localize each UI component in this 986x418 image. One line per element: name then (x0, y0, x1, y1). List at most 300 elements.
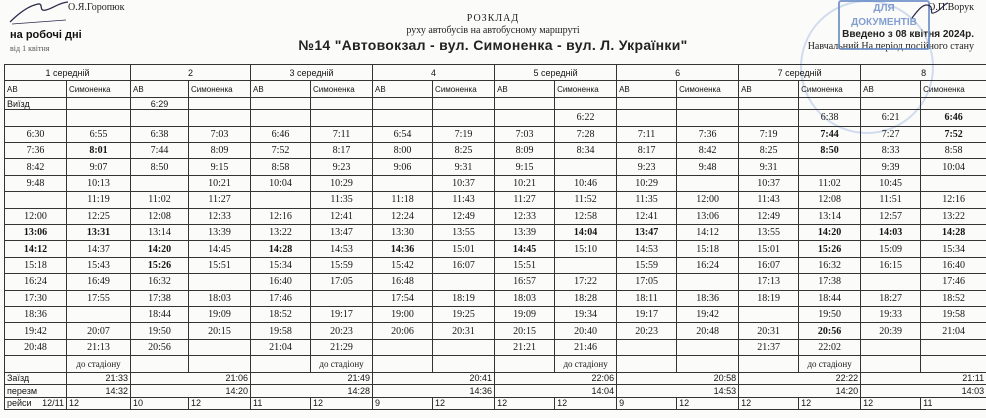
table-cell: 13:06 (677, 208, 739, 224)
table-row (5, 225, 986, 241)
table-cell: 7:27 (861, 126, 921, 142)
table-cell: 16:07 (433, 257, 495, 273)
table-cell: 12:57 (861, 208, 921, 224)
table-cell (921, 175, 986, 191)
table-cell: 14:20 (131, 241, 189, 257)
table-cell: 16:32 (799, 257, 861, 273)
table-cell: 6:30 (5, 126, 67, 142)
table-cell: 8:58 (251, 159, 311, 175)
table-cell: 21:13 (67, 339, 131, 355)
table-cell: 9:06 (373, 159, 433, 175)
table-cell: 14:04 (555, 225, 617, 241)
table-cell: 11:18 (373, 192, 433, 208)
column-header: АВ (739, 81, 799, 97)
table-cell (739, 306, 799, 322)
table-cell: 6:21 (861, 110, 921, 126)
table-cell: 20:15 (495, 323, 555, 339)
table-cell: 10:13 (67, 175, 131, 191)
table-cell: 18:28 (555, 290, 617, 306)
table-cell: 14:45 (495, 241, 555, 257)
table-cell: 15:51 (189, 257, 251, 273)
table-cell: 8:09 (495, 143, 555, 159)
table-cell: до стадіону (555, 356, 617, 372)
table-cell (495, 356, 555, 372)
table-cell: 10:45 (861, 175, 921, 191)
table-cell: 6:38 (131, 126, 189, 142)
table-cell: 14:03 (861, 225, 921, 241)
table-cell (311, 110, 373, 126)
table-cell (677, 274, 739, 290)
table-cell: 22:06 (495, 372, 617, 385)
table-cell: 14:28 (251, 241, 311, 257)
table-row (5, 175, 986, 191)
table-row (5, 143, 986, 159)
table-cell: 19:09 (495, 306, 555, 322)
table-cell (739, 356, 799, 372)
table-cell: 17:13 (739, 274, 799, 290)
table-cell: 20:48 (677, 323, 739, 339)
table-cell: 20:23 (311, 323, 373, 339)
table-cell: 13:06 (5, 225, 67, 241)
heading: РОЗКЛАД (466, 13, 520, 24)
table-cell (189, 339, 251, 355)
table-cell: 14:20 (799, 225, 861, 241)
table-cell: 10:04 (251, 175, 311, 191)
table-cell (495, 110, 555, 126)
return-row (5, 372, 986, 385)
signature-right-icon (910, 0, 950, 22)
table-cell: 21:29 (311, 339, 373, 355)
table-cell: 14:53 (311, 241, 373, 257)
table-cell: 20:41 (373, 372, 495, 385)
table-cell: 9:31 (739, 159, 799, 175)
subheading: руху автобусів на автобусному маршруті (406, 25, 580, 36)
group-header: 4 (373, 65, 495, 81)
table-cell: 12/11 (42, 398, 64, 409)
table-cell: 12:25 (67, 208, 131, 224)
table-cell: 8:34 (555, 143, 617, 159)
table-row (5, 110, 986, 126)
table-cell: 9:48 (677, 159, 739, 175)
table-cell: 9 (373, 397, 433, 410)
table-row (5, 208, 986, 224)
table-cell (433, 274, 495, 290)
table-cell: 20:48 (5, 339, 67, 355)
table-cell: 15:09 (861, 241, 921, 257)
table-cell: 19:58 (921, 306, 986, 322)
table-cell: 13:30 (373, 225, 433, 241)
column-header: АВ (617, 81, 677, 97)
table-cell: 6:29 (131, 97, 189, 110)
table-cell: 14:53 (617, 241, 677, 257)
table-cell: 8:50 (799, 143, 861, 159)
table-cell (677, 339, 739, 355)
table-cell: 20:58 (617, 372, 739, 385)
table-cell: 20:06 (373, 323, 433, 339)
table-cell: 7:19 (433, 126, 495, 142)
table-cell: 18:27 (861, 290, 921, 306)
table-cell (131, 110, 189, 126)
table-cell: 7:52 (921, 126, 986, 142)
table-cell (799, 159, 861, 175)
table-cell: 14:12 (5, 241, 67, 257)
table-cell (555, 159, 617, 175)
table-row (5, 257, 986, 273)
signer-right: О.П.Ворук (928, 2, 974, 13)
table-cell: 6:55 (67, 126, 131, 142)
table-cell (251, 356, 311, 372)
table-cell: 21:21 (495, 339, 555, 355)
table-row (5, 339, 986, 355)
table-cell: 7:28 (555, 126, 617, 142)
table-cell: 14:28 (921, 225, 986, 241)
table-cell (617, 356, 677, 372)
table-cell: 16:32 (131, 274, 189, 290)
table-cell (189, 274, 251, 290)
table-cell: 20:15 (189, 323, 251, 339)
table-cell: 10:29 (311, 175, 373, 191)
table-cell: 13:22 (251, 225, 311, 241)
page-title: №14 "Автовокзал - вул. Симоненка - вул. Л. Українки" (298, 37, 688, 53)
table-cell: 13:39 (189, 225, 251, 241)
table-cell (373, 339, 433, 355)
table-cell (67, 110, 131, 126)
table-cell: 15:26 (799, 241, 861, 257)
stamp-line-1: ДЛЯ (873, 3, 895, 14)
table-cell: 9:15 (495, 159, 555, 175)
days-label: на робочі дні (10, 29, 82, 41)
table-cell (861, 339, 921, 355)
table-cell: 6:22 (555, 110, 617, 126)
table-cell: 14:20 (131, 385, 251, 398)
table-cell: 15:18 (677, 241, 739, 257)
table-cell: 12 (189, 397, 251, 410)
table-cell (5, 192, 67, 208)
table-cell (189, 97, 251, 110)
effective-date: Введено з 08 квітня 2024р. (842, 29, 974, 40)
table-cell (373, 356, 433, 372)
table-cell: 13:31 (67, 225, 131, 241)
table-cell: 13:14 (131, 225, 189, 241)
table-cell: 20:40 (555, 323, 617, 339)
row-label: рейси (7, 398, 32, 409)
table-cell: 10:21 (189, 175, 251, 191)
table-cell (5, 110, 67, 126)
table-cell: 8:00 (373, 143, 433, 159)
table-cell: 7:44 (799, 126, 861, 142)
table-cell: 12 (555, 397, 617, 410)
table-cell: 12:00 (5, 208, 67, 224)
table-cell: 12:41 (617, 208, 677, 224)
table-cell: 17:30 (5, 290, 67, 306)
table-cell: 12:08 (799, 192, 861, 208)
table-cell: 18:03 (189, 290, 251, 306)
group-header: 8 (861, 65, 986, 81)
row-label: Виїзд (5, 97, 67, 110)
table-cell: 20:39 (861, 323, 921, 339)
table-cell: 13:47 (311, 225, 373, 241)
table-cell (677, 356, 739, 372)
table-cell: 7:36 (5, 143, 67, 159)
table-cell: 17:05 (617, 274, 677, 290)
table-cell: 17:22 (555, 274, 617, 290)
table-cell: 20:56 (799, 323, 861, 339)
table-cell: 21:37 (739, 339, 799, 355)
table-cell: 13:47 (617, 225, 677, 241)
table-cell: 19:25 (433, 306, 495, 322)
table-cell: 16:40 (251, 274, 311, 290)
table-cell: 8:01 (67, 143, 131, 159)
table-cell: 11:27 (189, 192, 251, 208)
table-cell: 16:24 (5, 274, 67, 290)
column-header-row (5, 81, 986, 97)
table-cell (251, 110, 311, 126)
table-cell: 15:01 (739, 241, 799, 257)
table-cell: 19:34 (555, 306, 617, 322)
row-label: перезм (5, 385, 67, 398)
table-cell: 17:05 (311, 274, 373, 290)
table-cell: 7:44 (131, 143, 189, 159)
table-cell: 11:35 (617, 192, 677, 208)
table-cell: 10:37 (433, 175, 495, 191)
table-cell: 12:58 (555, 208, 617, 224)
departure-row (5, 97, 986, 110)
column-header: Симоненка (189, 81, 251, 97)
table-cell: 12:33 (189, 208, 251, 224)
table-cell: 10:04 (921, 159, 986, 175)
table-cell: 9:07 (67, 159, 131, 175)
table-cell: 18:52 (251, 306, 311, 322)
table-row (5, 241, 986, 257)
table-cell: 6:54 (373, 126, 433, 142)
table-cell: 8:33 (861, 143, 921, 159)
table-cell (739, 97, 799, 110)
table-cell: 15:18 (5, 257, 67, 273)
group-header: 6 (617, 65, 739, 81)
table-cell: 17:46 (921, 274, 986, 290)
table-cell: 14:32 (67, 385, 131, 398)
table-cell (677, 97, 739, 110)
table-cell (739, 110, 799, 126)
table-cell: 16:48 (373, 274, 433, 290)
table-cell (131, 175, 189, 191)
table-cell (617, 97, 677, 110)
table-cell (5, 356, 67, 372)
table-cell: 9:23 (311, 159, 373, 175)
table-cell: 14:04 (495, 385, 617, 398)
table-cell: 21:49 (251, 372, 373, 385)
table-cell: 19:00 (373, 306, 433, 322)
table-cell: 12:24 (373, 208, 433, 224)
table-cell: 12:00 (677, 192, 739, 208)
table-cell: 16:15 (861, 257, 921, 273)
table-row (5, 126, 986, 142)
table-cell (617, 110, 677, 126)
table-cell: 6:38 (799, 110, 861, 126)
table-cell: 16:24 (677, 257, 739, 273)
table-cell (373, 97, 433, 110)
table-cell: 8:58 (921, 143, 986, 159)
table-cell: 16:07 (739, 257, 799, 273)
table-cell: 8:25 (433, 143, 495, 159)
table-cell (861, 274, 921, 290)
table-cell: 11:43 (433, 192, 495, 208)
table-cell: 12:16 (251, 208, 311, 224)
table-cell (433, 339, 495, 355)
table-cell: 15:34 (251, 257, 311, 273)
table-cell: 12 (799, 397, 861, 410)
table-cell: 12 (495, 397, 555, 410)
table-cell: 8:17 (311, 143, 373, 159)
table-cell: 14:03 (861, 385, 986, 398)
group-header: 3 середній (251, 65, 373, 81)
table-cell: 15:43 (67, 257, 131, 273)
table-cell: 19:17 (617, 306, 677, 322)
table-cell: 16:57 (495, 274, 555, 290)
group-header-row (5, 65, 986, 81)
table-cell: 15:26 (131, 257, 189, 273)
column-header: Симоненка (799, 81, 861, 97)
table-cell: 13:22 (921, 208, 986, 224)
table-row (5, 306, 986, 322)
table-cell: 19:17 (311, 306, 373, 322)
table-cell: 12:08 (131, 208, 189, 224)
table-cell: 18:52 (921, 290, 986, 306)
table-cell: 11 (251, 397, 311, 410)
table-cell: 18:36 (677, 290, 739, 306)
table-cell: 7:11 (617, 126, 677, 142)
group-header: 7 середній (739, 65, 861, 81)
group-header: 2 (131, 65, 251, 81)
table-cell (433, 97, 495, 110)
table-cell: до стадіону (799, 356, 861, 372)
column-header: Симоненка (921, 81, 986, 97)
table-cell: 9 (617, 397, 677, 410)
table-cell: 19:50 (799, 306, 861, 322)
table-cell: 12:41 (311, 208, 373, 224)
column-header: АВ (373, 81, 433, 97)
table-cell: 12 (861, 397, 921, 410)
table-cell: 11:52 (555, 192, 617, 208)
table-cell: 8:25 (739, 143, 799, 159)
table-cell (495, 97, 555, 110)
table-cell: 15:34 (921, 241, 986, 257)
table-cell: 12 (311, 397, 373, 410)
table-cell: 12 (677, 397, 739, 410)
table-cell: 18:11 (617, 290, 677, 306)
table-cell (189, 110, 251, 126)
table-cell (251, 192, 311, 208)
table-cell (311, 290, 373, 306)
table-cell: 11:35 (311, 192, 373, 208)
table-cell: 6:46 (251, 126, 311, 142)
table-cell: 20:31 (433, 323, 495, 339)
table-cell: 18:36 (5, 306, 67, 322)
table-cell: 7:36 (677, 126, 739, 142)
table-cell (373, 175, 433, 191)
period-note: Навчальний На період посійного стану (807, 41, 974, 52)
table-cell: 12:49 (739, 208, 799, 224)
signature-left-icon (8, 0, 70, 26)
table-cell: 15:42 (373, 257, 433, 273)
table-cell: 18:19 (739, 290, 799, 306)
table-cell (677, 110, 739, 126)
column-header: АВ (861, 81, 921, 97)
table-cell: 11:43 (739, 192, 799, 208)
table-row (5, 356, 986, 372)
table-cell: 14:36 (373, 241, 433, 257)
table-cell: 22:22 (739, 372, 861, 385)
table-cell: 8:50 (131, 159, 189, 175)
column-header: Симоненка (677, 81, 739, 97)
table-cell: 11:02 (131, 192, 189, 208)
column-header: АВ (131, 81, 189, 97)
table-cell: 9:23 (617, 159, 677, 175)
table-cell: 8:42 (5, 159, 67, 175)
table-cell: 15:51 (495, 257, 555, 273)
table-cell: 13:14 (799, 208, 861, 224)
table-cell: 7:03 (495, 126, 555, 142)
table-cell: 16:40 (921, 257, 986, 273)
table-cell: 11:27 (495, 192, 555, 208)
table-cell (617, 339, 677, 355)
table-cell: 11:02 (799, 175, 861, 191)
table-cell: 10:29 (617, 175, 677, 191)
table-cell: 13:39 (495, 225, 555, 241)
table-cell: 7:19 (739, 126, 799, 142)
table-cell: 9:39 (861, 159, 921, 175)
table-cell (311, 97, 373, 110)
table-row (5, 290, 986, 306)
table-cell: 6:46 (921, 110, 986, 126)
table-cell: 19:58 (251, 323, 311, 339)
table-cell: 20:23 (617, 323, 677, 339)
table-cell: 18:44 (799, 290, 861, 306)
table-cell (921, 339, 986, 355)
table-cell (67, 97, 131, 110)
table-cell: 18:03 (495, 290, 555, 306)
table-cell: 22:02 (799, 339, 861, 355)
table-cell: 15:59 (617, 257, 677, 273)
table-cell: 8:42 (677, 143, 739, 159)
left-small-note: від 1 квітня (10, 44, 50, 53)
table-cell: 20:56 (131, 339, 189, 355)
table-cell: 14:28 (251, 385, 373, 398)
table-cell: 19:33 (861, 306, 921, 322)
column-header: Симоненка (67, 81, 131, 97)
table-cell (921, 356, 986, 372)
table-cell: 10:37 (739, 175, 799, 191)
table-cell: 14:12 (677, 225, 739, 241)
table-cell: 8:09 (189, 143, 251, 159)
table-cell (131, 356, 189, 372)
table-cell (677, 175, 739, 191)
column-header: Симоненка (555, 81, 617, 97)
table-cell: 19:50 (131, 323, 189, 339)
group-header: 1 середній (5, 65, 131, 81)
table-cell: 19:42 (5, 323, 67, 339)
table-cell: 10:21 (495, 175, 555, 191)
table-cell: 21:04 (921, 323, 986, 339)
table-cell: 17:38 (131, 290, 189, 306)
group-header: 5 середній (495, 65, 617, 81)
table-row (5, 274, 986, 290)
table-cell: 18:44 (131, 306, 189, 322)
table-cell: 15:10 (555, 241, 617, 257)
table-cell (251, 97, 311, 110)
table-cell: 17:54 (373, 290, 433, 306)
table-cell: 11 (921, 397, 986, 410)
